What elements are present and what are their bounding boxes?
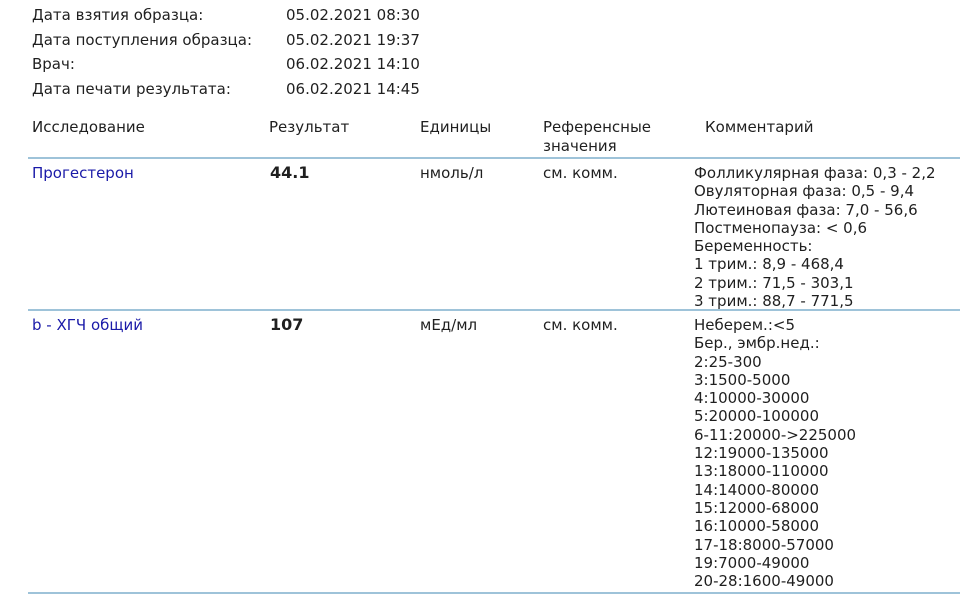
test-result: 44.1 — [270, 163, 310, 182]
comment-line: 5:20000-100000 — [694, 407, 819, 426]
meta-label: Дата печати результата: — [32, 79, 231, 98]
test-reference: см. комм. — [543, 164, 618, 182]
header-divider — [28, 157, 960, 159]
comment-line: 1 трим.: 8,9 - 468,4 — [694, 255, 844, 274]
comment-line: 2:25-300 — [694, 352, 762, 371]
column-header-reference-line1: Референсные — [543, 118, 652, 136]
test-units: мЕд/мл — [420, 316, 478, 334]
meta-value: 06.02.2021 14:10 — [286, 55, 420, 73]
meta-row-doctor — [32, 53, 420, 78]
comment-line: 14:14000-80000 — [694, 480, 819, 499]
comment-line: 13:18000-110000 — [694, 462, 829, 481]
column-header-comment: Комментарий — [705, 118, 814, 136]
sample-meta — [32, 4, 420, 102]
meta-row-print-date — [32, 78, 420, 103]
comment-line: 16:10000-58000 — [694, 517, 819, 536]
meta-row-sample-date — [32, 4, 420, 29]
table-bottom-border — [28, 592, 960, 594]
test-result: 107 — [270, 315, 304, 334]
meta-label: Дата поступления образца: — [32, 30, 252, 49]
column-header-units: Единицы — [420, 118, 492, 136]
column-header-reference-line2: значения — [543, 137, 617, 155]
comment-line: Фолликулярная фаза: 0,3 - 2,2 — [694, 164, 936, 182]
test-comment — [694, 316, 856, 590]
comment-line: 6-11:20000->225000 — [694, 425, 857, 444]
column-header-result: Результат — [269, 118, 350, 136]
column-header-test: Исследование — [32, 118, 145, 136]
comment-line: 19:7000-49000 — [694, 553, 810, 572]
comment-line: 3 трим.: 88,7 - 771,5 — [694, 292, 854, 311]
meta-value: 05.02.2021 08:30 — [286, 6, 420, 24]
test-reference: см. комм. — [543, 316, 618, 334]
comment-line: 17-18:8000-57000 — [694, 535, 834, 554]
comment-line: 12:19000-135000 — [694, 444, 829, 463]
comment-line: 3:1500-5000 — [694, 370, 791, 389]
meta-value: 06.02.2021 14:45 — [286, 79, 420, 98]
test-units: нмоль/л — [420, 164, 484, 182]
meta-label: Врач: — [32, 55, 75, 73]
comment-line: Бер., эмбр.нед.: — [694, 334, 820, 353]
comment-line: Неберем.:<5 — [694, 316, 795, 334]
meta-row-received-date — [32, 29, 420, 54]
comment-line: 2 трим.: 71,5 - 303,1 — [694, 273, 854, 292]
comment-line: 4:10000-30000 — [694, 389, 810, 408]
comment-line: Беременность: — [694, 237, 813, 256]
test-name: b - ХГЧ общий — [32, 316, 143, 334]
comment-line: 15:12000-68000 — [694, 498, 819, 517]
column-header-reference — [543, 118, 651, 156]
meta-value: 05.02.2021 19:37 — [286, 30, 420, 49]
comment-line: Лютеиновая фаза: 7,0 - 56,6 — [694, 200, 918, 219]
comment-line: Постменопауза: < 0,6 — [694, 218, 868, 237]
meta-label: Дата взятия образца: — [32, 6, 204, 24]
comment-line: 20-28:1600-49000 — [694, 572, 834, 591]
test-name: Прогестерон — [32, 164, 134, 182]
comment-line: Овуляторная фаза: 0,5 - 9,4 — [694, 182, 915, 201]
test-comment — [694, 164, 936, 310]
